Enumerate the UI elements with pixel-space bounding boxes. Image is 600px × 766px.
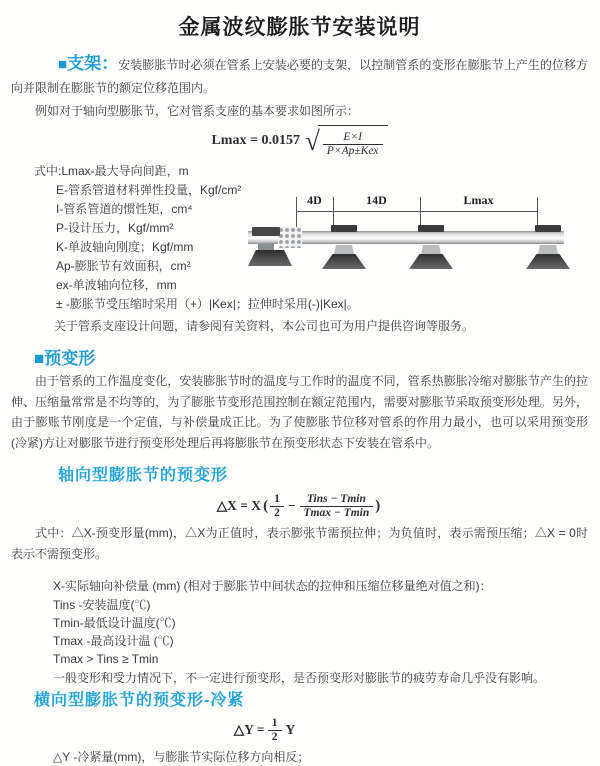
radical-sign: √ — [304, 126, 320, 156]
anchor-base — [248, 250, 292, 266]
axial-definitions-list — [11, 576, 588, 688]
definition-line: Ap-膨胀节有效面积，cm² — [56, 259, 191, 273]
definition-line: Tmax -最高设计温 (℃) — [53, 634, 174, 648]
square-bullet-icon: ■ — [34, 349, 45, 368]
axial-predeform-formula — [11, 491, 588, 521]
predeform-paragraph: 由于管系的工作温度变化，安装膨胀节时的温度与工作时的温度不同，管系热膨胀冷缩对膨胀节产生的拉伸、压缩量常常是不均等的，为了膨胀节变形范围控制在额定范围内，需要对膨胀节采取预变形处理。另外，由于膨账节刚度是一个定值，与补偿量成正比。为了使膨胀节位移对管系的作用力最小，也可以采用预变形(冷紧)方让对膨胀节进行预变形处理后再将膨胀节在预变形状态下安装在管系中。 — [11, 374, 588, 450]
definition-line: ex-单波轴向位移，mm — [56, 278, 177, 292]
support-base — [526, 254, 570, 269]
definition-line: 式中:Lmax-最大导向间距，m — [34, 164, 189, 178]
fraction-numerator: 1 — [274, 492, 280, 505]
definition-line: P-设计压力，Kgf/mm² — [56, 221, 174, 235]
support-heading-text: 支架： — [67, 54, 119, 73]
predeform-heading-text: 预变形 — [44, 349, 96, 368]
square-bullet-icon: ■ — [58, 56, 68, 73]
half-fraction — [270, 493, 284, 520]
axial-predeform-heading: 轴向型膨胀节的预变形 — [58, 467, 229, 484]
lateral-explain: △Y -冷紧量(mm)，与膨胀节实际位移方向相反； — [53, 750, 310, 764]
anchor-clamp — [252, 227, 280, 236]
temperature-fraction — [300, 493, 374, 520]
definition-line: Tmax > Tins ≥ Tmin — [53, 652, 159, 666]
fraction-numerator: E×I — [343, 130, 362, 143]
guide-support — [409, 225, 453, 271]
definition-line: ± -膨胀节受压缩时采用（+）|Kex|；拉伸时采用(-)|Kex|。 — [56, 297, 359, 311]
lateral-predeform-heading: 横向型膨胀节的预变形-冷紧 — [34, 692, 245, 709]
bellows-expansion-joint — [278, 227, 302, 248]
definition-line: E-管系管道材料弹性投量，Kgf/cm² — [56, 183, 242, 197]
fraction-denominator: P×Ap±Kex — [323, 144, 383, 158]
radicand — [318, 125, 388, 158]
lateral-formula-lhs: △Y = — [233, 722, 265, 737]
lmax-formula-lhs: Lmax = 0.0157 — [211, 133, 300, 148]
support-section-label — [58, 54, 118, 73]
support-saddle — [421, 245, 441, 254]
dimension-label-4d: 4D — [307, 193, 322, 207]
half-fraction — [268, 717, 282, 744]
support-intro-paragraph — [11, 52, 588, 100]
support-base — [322, 254, 366, 269]
axial-explain-main: 式中：△X-预变形量(mm)，△X为正值时，表示膨张节需预拉伸；为负值时，表示需预压缩；△X = 0时表示不需预变形。 — [11, 526, 588, 561]
dimension-label-14d: 14D — [366, 193, 387, 207]
page-title: 金属波纹膨胀节安装说明 — [178, 16, 421, 39]
pipe-clamp — [535, 225, 561, 232]
fraction-numerator: 1 — [271, 716, 278, 729]
support-example-line: 例如对于轴向型膨胀节，它对管系支座的基本要求如图所示： — [35, 104, 360, 118]
dimension-label-lmax: Lmax — [463, 193, 494, 207]
support-saddle — [538, 245, 558, 254]
support-base — [409, 254, 453, 269]
definition-line: K-单波轴向刚度；Kgf/mm — [56, 240, 194, 254]
guide-support — [322, 225, 366, 271]
lateral-formula-rhs: Y — [285, 722, 296, 737]
minus-operator: − — [287, 498, 296, 513]
anchor-stem — [258, 244, 274, 250]
definition-line: X-实际轴向补偿量 (mm) (相对于膨胀节中间状态的拉伸和压缩位移量绝对值之和)： — [53, 579, 492, 593]
dimension-tick — [537, 197, 538, 228]
fraction — [323, 131, 383, 158]
definition-line: Tins -安装温度(℃) — [53, 598, 151, 612]
definition-line: 一般变形和受力情况下，不一定进行预变形，是否预变形对膨胀节的疲劳寿命几乎没有影响。 — [53, 671, 546, 685]
pipe-clamp — [331, 225, 357, 232]
lateral-predeform-formula — [11, 716, 588, 744]
fraction-numerator: Tins − Tmin — [306, 492, 366, 505]
support-saddle — [334, 245, 354, 254]
pipe-support-diagram — [248, 194, 566, 286]
guide-support — [526, 225, 570, 271]
square-root — [305, 125, 388, 158]
close-paren: ) — [375, 497, 381, 514]
pipe-clamp — [418, 225, 444, 232]
definition-line: Tmin-最低设计温度(℃) — [53, 616, 176, 630]
support-intro-text: 安装膨胀节时必须在管系上安装必要的支架，以控制管系的变形在膨胀节上产生的位移方向并限制在膨胀节的额定位移范围内。 — [11, 58, 588, 95]
definition-line: I-管系管道的惯性矩，cm⁴ — [56, 202, 193, 216]
support-note: 关于管系支座设计问题，请参阅有关资料，本公司也可为用户提供咨询等服务。 — [54, 319, 475, 333]
open-paren: ( — [263, 497, 269, 514]
lmax-formula — [11, 125, 588, 157]
fraction-denominator: 2 — [270, 506, 284, 520]
fraction-denominator: Tmax − Tmin — [300, 506, 374, 520]
predeform-section-heading — [11, 348, 588, 370]
axial-formula-lhs: △X = X — [216, 498, 262, 513]
fraction-denominator: 2 — [268, 730, 282, 744]
